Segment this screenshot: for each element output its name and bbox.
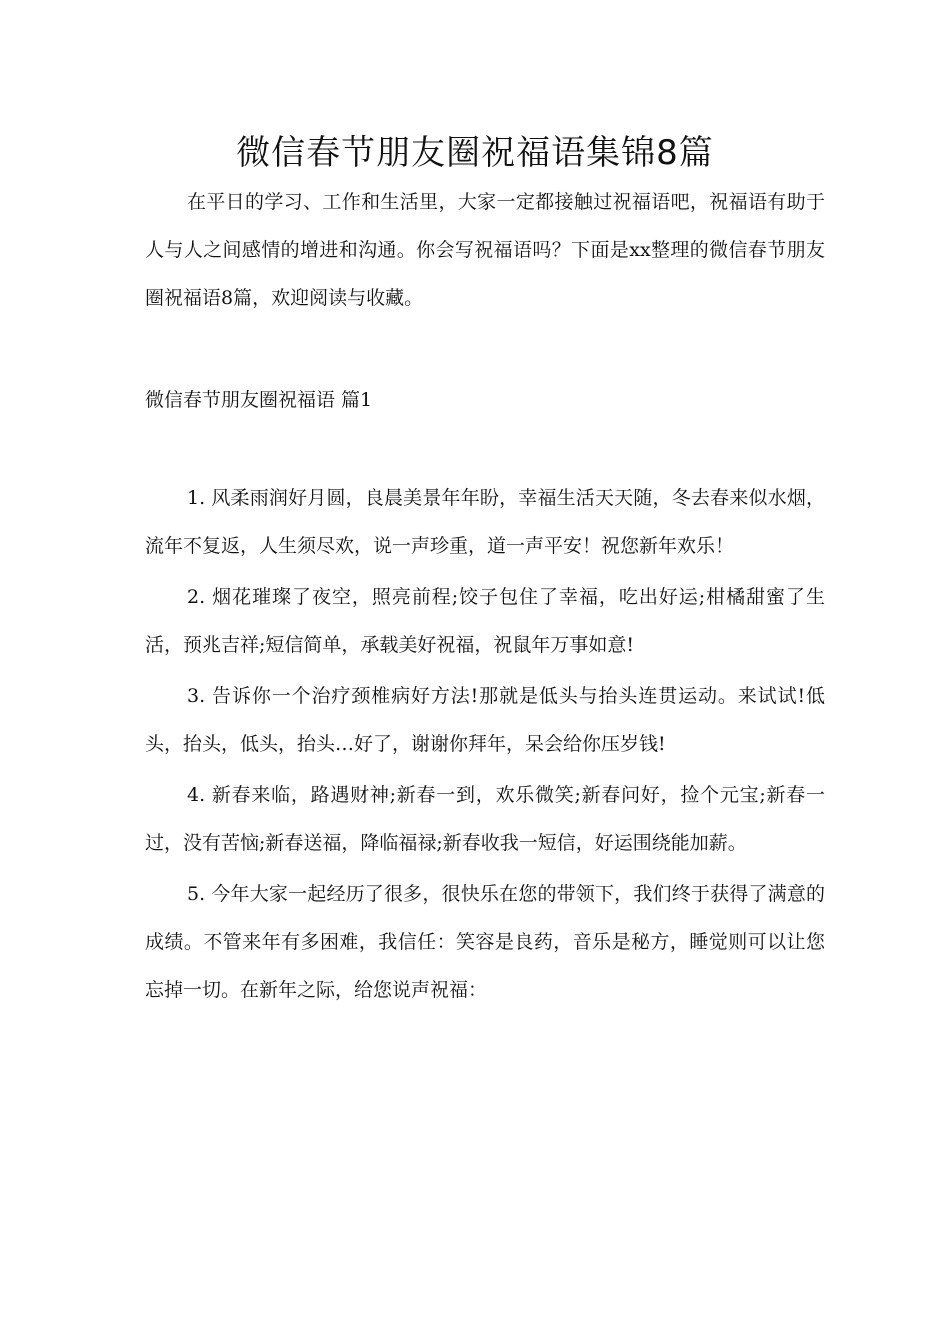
greeting-item-2: 2. 烟花璀璨了夜空，照亮前程;饺子包住了幸福，吃出好运;柑橘甜蜜了生活，预兆吉祥;短信简单，承载美好祝福，祝鼠年万事如意! <box>145 586 825 656</box>
greeting-item-1: 1. 风柔雨润好月圆，良晨美景年年盼，幸福生活天天随，冬去春来似水烟，流年不复返，人生须尽欢，说一声珍重，道一声平安！祝您新年欢乐！ <box>145 487 825 557</box>
intro-paragraph: 在平日的学习、工作和生活里，大家一定都接触过祝福语吧，祝福语有助于人与人之间感情的增进和沟通。你会写祝福语吗？下面是xx整理的微信春节朋友圈祝福语8篇，欢迎阅读与收藏。 <box>145 191 825 309</box>
greeting-list <box>145 474 825 1017</box>
document-title: 微信春节朋友圈祝福语集锦8篇 <box>236 133 714 173</box>
section-heading: 微信春节朋友圈祝福语 篇1 <box>145 389 373 411</box>
greeting-item-5: 5. 今年大家一起经历了很多，很快乐在您的带领下，我们终于获得了满意的成绩。不管来年有多困难，我信任：笑容是良药，音乐是秘方，睡觉则可以让您忘掉一切。在新年之际，给您说声祝福： <box>145 883 825 1001</box>
greeting-item-3: 3. 告诉你一个治疗颈椎病好方法!那就是低头与抬头连贯运动。来试试!低头，抬头，低头，抬头…好了，谢谢你拜年，呆会给你压岁钱! <box>145 685 825 755</box>
greeting-item-4: 4. 新春来临，路遇财神;新春一到，欢乐微笑;新春问好，捡个元宝;新春一过，没有苦恼;新春送福，降临福禄;新春收我一短信，好运围绕能加薪。 <box>145 784 825 854</box>
